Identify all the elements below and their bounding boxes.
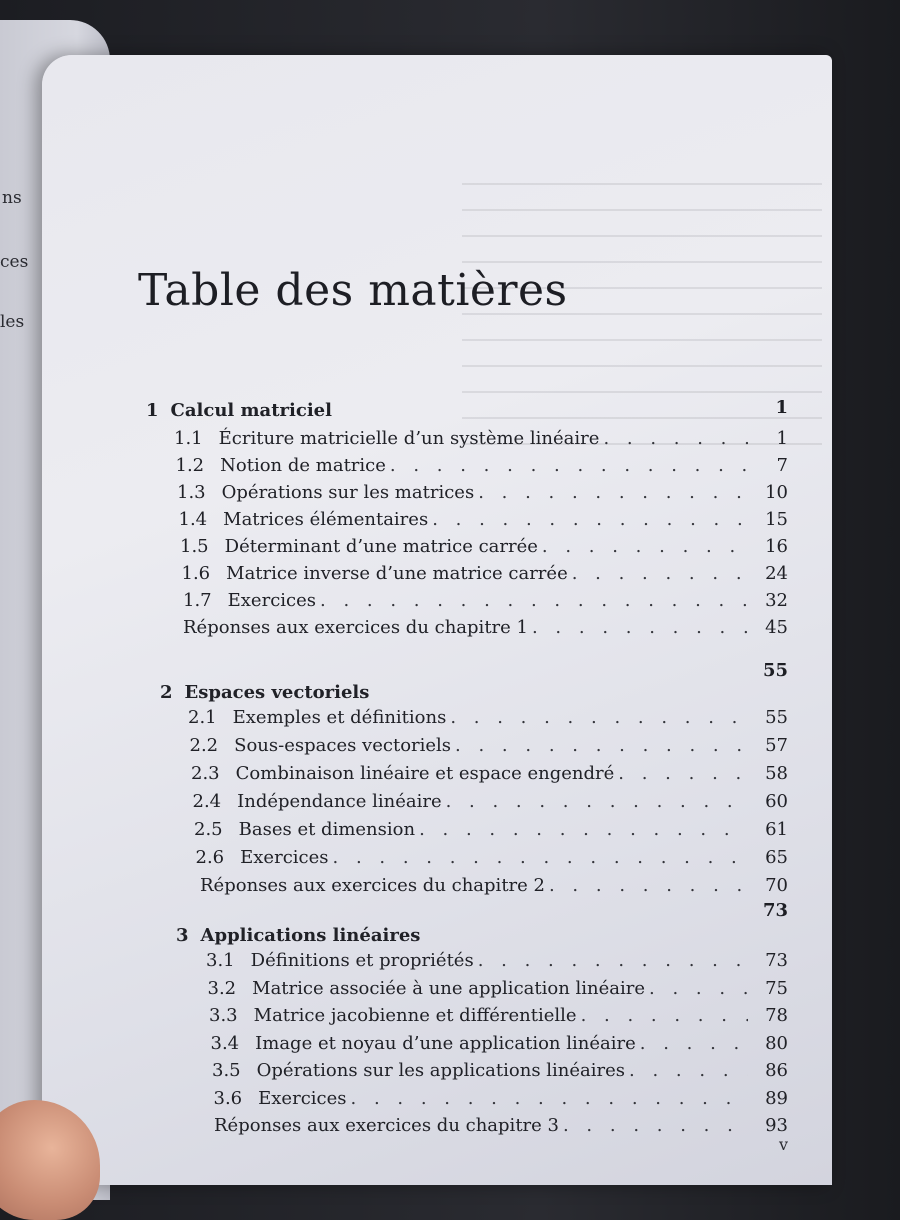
leader-dots [572,563,748,584]
section-number: 2.4 [192,791,222,812]
chapter-page-number: 55 [762,660,788,681]
toc-section-entry[interactable] [208,978,789,999]
section-number: 1.7 [183,590,212,611]
section-page-number: 32 [765,590,788,611]
toc-section-entry[interactable] [191,763,788,784]
section-title: Définitions et propriétés [250,950,474,971]
leader-dots [446,791,748,812]
section-title: Exercices [258,1087,347,1109]
section-page-number: 73 [765,950,788,971]
chapter-page-number: 73 [762,900,788,921]
section-title: Opérations sur les applications linéaires [256,1060,626,1081]
section-title: Notion de matrice [220,455,386,476]
section-title: Image et noyau d’une application linéaire [255,1032,636,1054]
toc-section-entry[interactable] [180,536,788,557]
section-number: 3.1 [206,950,235,971]
left-page-fragment: les [0,312,25,332]
leader-dots [455,735,748,756]
left-page-fragment: ces [0,252,29,272]
page-title: Table des matières [138,265,568,316]
toc-section-entry[interactable] [174,428,788,449]
section-title: Matrice associée à une application linéaire [252,977,646,999]
toc-answers-entry[interactable] [214,1115,788,1136]
chapter-title: Espaces vectoriels [184,682,370,703]
answers-page-number: 93 [765,1115,788,1136]
leader-dots [351,1088,749,1109]
toc-section-entry[interactable] [182,563,789,584]
section-title: Déterminant d’une matrice carrée [224,536,538,557]
chapter-page-number: 1 [775,397,788,418]
page-folio: v [779,1135,789,1154]
section-page-number: 61 [765,819,788,840]
chapter-title: Applications linéaires [200,925,421,946]
section-number: 1.6 [181,563,211,584]
answers-title: Réponses aux exercices du chapitre 1 [183,617,528,638]
section-page-number: 89 [765,1087,788,1109]
section-page-number: 24 [765,563,788,584]
section-number: 3.4 [210,1032,240,1054]
leader-dots [649,978,748,999]
answers-page-number: 70 [765,875,788,896]
section-title: Exemples et définitions [232,707,447,728]
chapter-number: 2 [160,682,173,703]
chapter-number: 1 [146,400,159,421]
section-number: 2.1 [188,707,217,728]
section-number: 1.1 [174,428,203,449]
section-page-number: 86 [765,1060,788,1081]
leader-dots [640,1033,748,1054]
section-title: Opérations sur les matrices [221,482,475,503]
section-title: Matrice inverse d’une matrice carrée [226,563,568,584]
toc-section-entry[interactable] [176,455,789,476]
answers-title: Réponses aux exercices du chapitre 3 [214,1115,559,1136]
chapter-title: Calcul matriciel [170,400,332,421]
section-number: 2.2 [189,735,219,756]
section-number: 2.6 [195,847,225,868]
section-number: 1.5 [180,536,209,557]
leader-dots [478,950,748,971]
section-title: Bases et dimension [238,819,416,840]
leader-dots [618,763,748,784]
answers-title: Réponses aux exercices du chapitre 2 [200,875,545,896]
section-page-number: 60 [765,791,788,812]
section-page-number: 58 [765,763,788,784]
section-number: 3.2 [207,977,237,999]
answers-page-number: 45 [765,617,788,638]
section-page-number: 75 [765,977,788,999]
section-page-number: 80 [765,1032,788,1054]
section-number: 2.3 [191,763,220,784]
section-number: 3.3 [209,1005,238,1026]
toc-section-entry[interactable] [193,791,789,812]
section-number: 1.3 [177,482,206,503]
section-title: Sous-espaces vectoriels [234,735,452,756]
toc-section-entry[interactable] [211,1033,789,1054]
section-number: 3.5 [212,1060,241,1081]
section-page-number: 10 [765,482,788,503]
toc-section-entry[interactable] [214,1088,789,1109]
toc-section-entry[interactable] [190,735,789,756]
section-title: Exercices [240,847,329,868]
section-number: 1.2 [175,455,205,476]
section-title: Indépendance linéaire [237,791,442,812]
toc-section-entry[interactable] [177,482,788,503]
section-title: Exercices [227,590,316,611]
leader-dots [532,617,748,638]
section-page-number: 15 [765,509,788,530]
table-of-contents [42,55,832,1185]
section-page-number: 16 [765,536,788,557]
leader-dots [563,1115,748,1136]
toc-chapter-entry[interactable] [176,925,420,946]
leader-dots [320,590,748,611]
toc-section-entry[interactable] [183,590,788,611]
leader-dots [549,875,748,896]
toc-section-entry[interactable] [188,707,788,728]
leader-dots [581,1005,748,1026]
leader-dots [432,509,748,530]
section-title: Matrice jacobienne et différentielle [253,1005,577,1026]
leader-dots [478,482,748,503]
section-page-number: 65 [765,847,788,868]
section-page-number: 57 [765,735,788,756]
section-page-number: 7 [776,455,788,476]
toc-answers-entry[interactable] [200,875,788,896]
section-number: 2.5 [194,819,223,840]
section-title: Écriture matricielle d’un système linéaire [218,428,600,449]
toc-section-entry[interactable] [179,509,789,530]
leader-dots [629,1060,748,1081]
left-page-fragment: ns [2,188,22,208]
section-page-number: 78 [765,1005,788,1026]
leader-dots [542,536,748,557]
book-page [42,55,832,1185]
toc-section-entry[interactable] [196,847,789,868]
leader-dots [333,847,749,868]
section-number: 1.4 [178,509,208,530]
section-number: 3.6 [213,1087,243,1109]
section-page-number: 1 [776,428,788,449]
leader-dots [419,819,748,840]
toc-section-entry[interactable] [206,950,788,971]
toc-chapter-entry[interactable] [160,682,369,703]
toc-section-entry[interactable] [194,819,788,840]
chapter-number: 3 [176,925,189,946]
section-title: Combinaison linéaire et espace engendré [235,763,615,784]
section-page-number: 55 [765,707,788,728]
leader-dots [450,707,748,728]
leader-dots [603,428,748,449]
toc-section-entry[interactable] [209,1005,788,1026]
section-title: Matrices élémentaires [223,509,429,530]
leader-dots [390,455,748,476]
toc-answers-entry[interactable] [183,617,788,638]
toc-section-entry[interactable] [212,1060,788,1081]
toc-chapter-entry[interactable] [146,400,332,421]
